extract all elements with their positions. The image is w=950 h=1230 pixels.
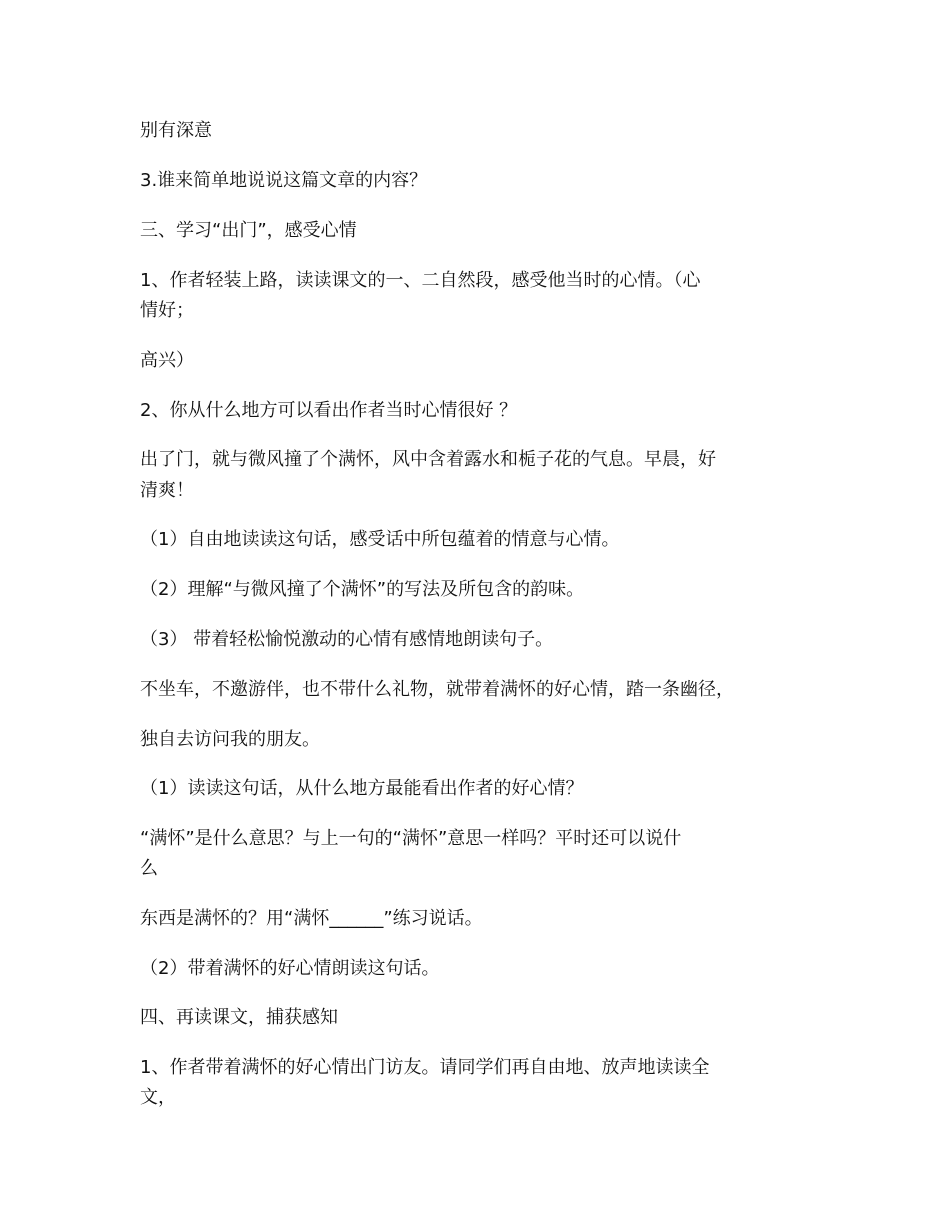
text-line: 2、你从什么地方可以看出作者当时心情很好 ？ <box>140 400 518 421</box>
section-heading: 四、再读课文，捕获感知 <box>140 1007 338 1028</box>
text-line: 1、作者带着满怀的好心情出门访友。请同学们再自由地、放声地读读全 <box>140 1057 710 1078</box>
text-line: 情好； <box>140 300 194 321</box>
text-line: 3.谁来简单地说说这篇文章的内容？ <box>140 170 428 191</box>
text-line: “满怀”是什么意思？与上一句的“满怀”意思一样吗？平时还可以说什 <box>140 828 682 849</box>
text-line: （1）自由地读读这句话，感受话中所包蕴着的情意与心情。 <box>140 529 620 550</box>
text-line: 东西是满怀的？用“满怀______”练习说话。 <box>140 908 483 929</box>
text-line: （3） 带着轻松愉悦激动的心情有感情地朗读句子。 <box>140 629 554 650</box>
text-line: 出了门，就与微风撞了个满怀，风中含着露水和栀子花的气息。早晨，好 <box>140 449 716 470</box>
text-line: 高兴） <box>140 350 194 371</box>
text-line: 么 <box>140 858 158 879</box>
text-line: 不坐车，不邀游伴，也不带什么礼物，就带着满怀的好心情，踏一条幽径， <box>140 679 734 700</box>
text-line: （1）读读这句话，从什么地方最能看出作者的好心情？ <box>140 778 584 799</box>
text-line: 清爽！ <box>140 480 194 501</box>
section-heading: 三、学习“出门”，感受心情 <box>140 220 357 241</box>
text-line: 别有深意 <box>140 120 212 141</box>
text-line: 文， <box>140 1087 176 1108</box>
text-line: （2）带着满怀的好心情朗读这句话。 <box>140 958 440 979</box>
text-line: 1、作者轻装上路，读读课文的一、二自然段，感受他当时的心情。（心 <box>140 270 701 291</box>
text-line: （2）理解“与微风撞了个满怀”的写法及所包含的韵味。 <box>140 579 585 600</box>
text-line: 独自去访问我的朋友。 <box>140 729 320 750</box>
